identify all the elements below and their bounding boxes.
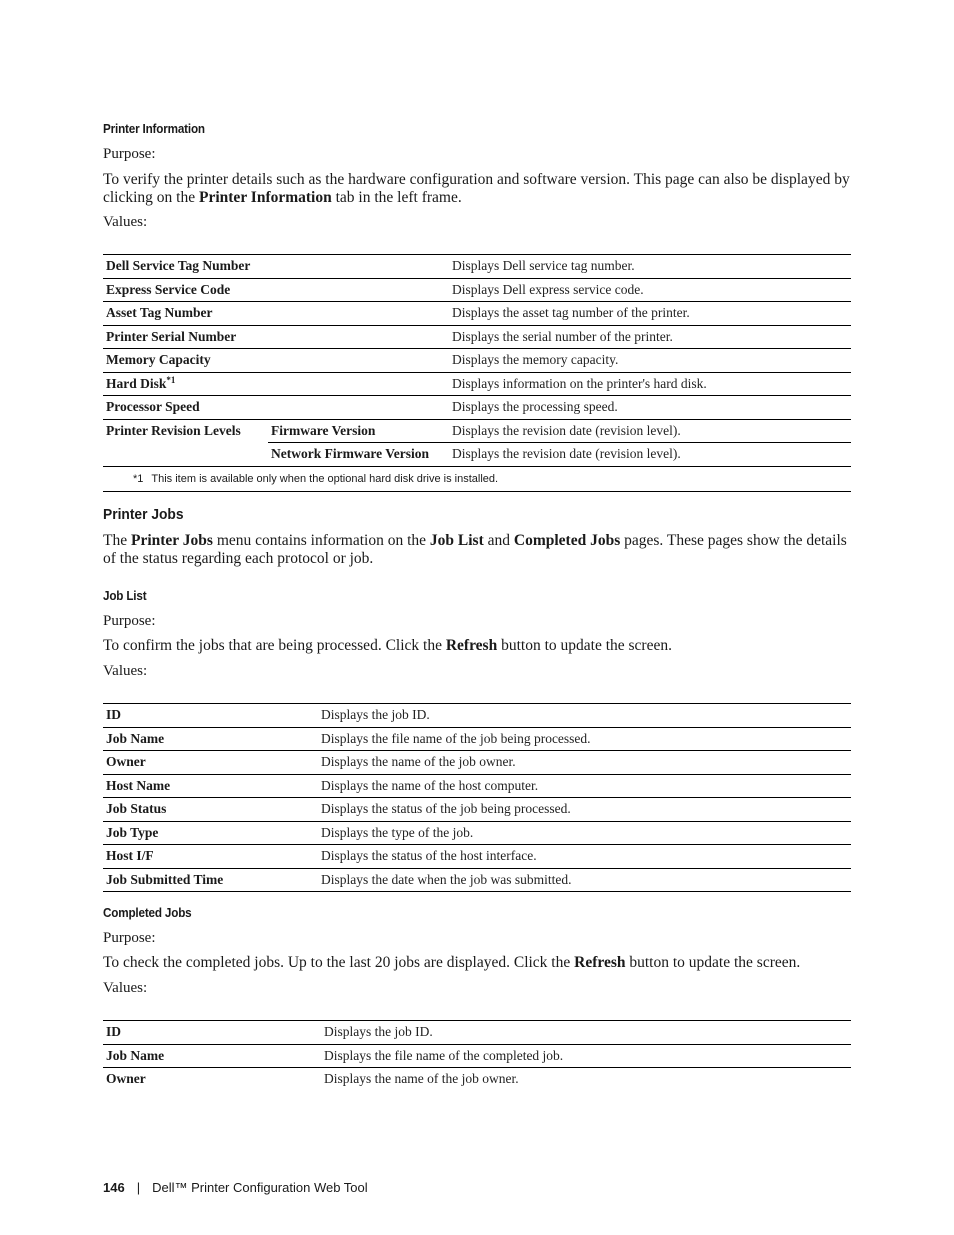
table-row: Hard Disk$^{*1}$ Displays information on the printer's hard disk. [103,372,851,396]
table-row: Owner Displays the name of the job owner. [106,1071,519,1087]
page-footer [103,1180,368,1195]
table-row: Express Service Code Displays Dell express service code. [103,278,851,302]
values-label: Values: [103,980,148,996]
table-row: Memory Capacity Displays the memory capacity. [103,349,851,373]
purpose-text: To verify the printer details such as the hardware configuration and software version. This page can also be displayed by clicking on the Printer Information tab in the left frame. [103,171,850,206]
table-row: Asset Tag Number Displays the asset tag number of the printer. [103,302,851,326]
table-row: Job Name Displays the file name of the completed job. [103,1044,851,1068]
footnote-marker: *1 [166,375,176,386]
purpose-text: To confirm the jobs that are being processed. Click the Refresh button to update the screen. [103,637,672,654]
table-row: ID Displays the job ID. [103,704,851,728]
table-row: Printer Revision Levels Firmware Version Displays the revision date (revision level). [103,419,851,443]
section-heading-printer-jobs: Printer Jobs [103,506,184,523]
table-row: ID Displays the job ID. [103,1021,851,1045]
table-row: Processor Speed Displays the processing speed. [103,396,851,420]
table-row: Host Name Displays the name of the host computer. [103,774,851,798]
job-list-table [103,703,851,892]
table-row: Owner Displays the name of the job owner. [103,751,851,775]
table-row: Dell Service Tag Number Displays Dell service tag number. [103,255,851,279]
purpose-label: Purpose: [103,146,156,162]
table-row: Job Status Displays the status of the job being processed. [103,798,851,822]
table-row: Job Submitted Time Displays the date when the job was submitted. [103,868,851,892]
purpose-label: Purpose: [103,613,156,629]
values-label: Values: [103,214,148,230]
footer-title: Dell™ Printer Configuration Web Tool [152,1180,368,1195]
table-row: Job Name Displays the file name of the job being processed. [103,727,851,751]
printer-jobs-intro: The Printer Jobs menu contains information on the Job List and Completed Jobs pages. These pages show the details of the status regarding each protocol or job. [103,532,847,567]
section-heading-completed-jobs: Completed Jobs [103,905,192,920]
footnote-row: *1 This item is available only when the optional hard disk drive is installed. [103,466,851,491]
purpose-text: To check the completed jobs. Up to the last 20 jobs are displayed. Click the Refresh button to update the screen. [103,954,801,971]
table-row: Printer Serial Number Displays the serial number of the printer. [103,325,851,349]
completed-jobs-table [103,1020,851,1091]
values-label: Values: [103,663,148,679]
section-heading-printer-information: Printer Information [103,121,205,136]
purpose-label: Purpose: [103,930,156,946]
table-row: Network Firmware Version Displays the revision date (revision level). [103,443,851,467]
table-row: Host I/F Displays the status of the host interface. [103,845,851,869]
section-heading-job-list: Job List [103,588,147,603]
table-row: Job Type Displays the type of the job. [103,821,851,845]
page-number: 146 [103,1180,125,1195]
footer-separator: | [136,1180,141,1195]
printer-information-table [103,254,851,492]
